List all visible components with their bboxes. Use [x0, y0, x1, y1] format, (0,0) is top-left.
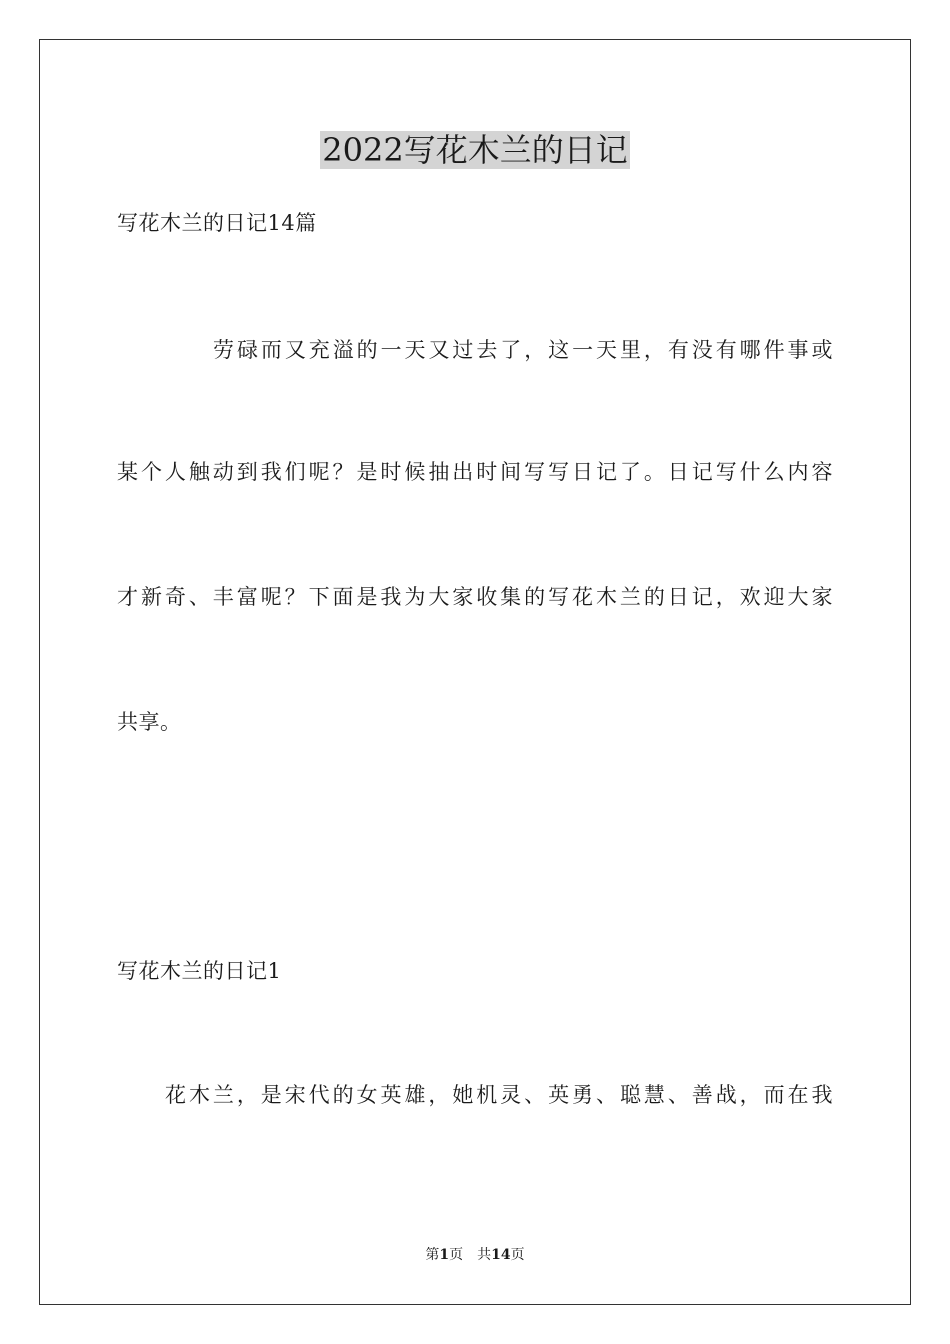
intro-paragraph-line-3: 才新奇、丰富呢？下面是我为大家收集的写花木兰的日记，欢迎大家: [117, 585, 833, 609]
footer-page-suffix: 页: [449, 1247, 464, 1263]
intro-paragraph-line-1: 劳碌而又充溢的一天又过去了，这一天里，有没有哪件事或: [213, 338, 833, 362]
section-heading: 写花木兰的日记1: [117, 959, 282, 983]
footer-total-prefix: 共: [477, 1247, 492, 1263]
footer-total-pages: 14: [491, 1247, 511, 1263]
intro-paragraph-line-2: 某个人触动到我们呢？是时候抽出时间写写日记了。日记写什么内容: [117, 460, 833, 484]
footer-total-suffix: 页: [510, 1247, 525, 1263]
footer-page-number: 1: [439, 1247, 450, 1263]
footer-page-prefix: 第: [425, 1247, 440, 1263]
intro-paragraph-line-4: 共享。: [117, 710, 182, 734]
page-footer: [0, 1245, 950, 1265]
document-title: [0, 128, 950, 172]
document-subtitle: 写花木兰的日记14篇: [117, 211, 317, 235]
title-text: 2022写花木兰的日记: [322, 131, 628, 169]
section-paragraph-line-1: 花木兰，是宋代的女英雄，她机灵、英勇、聪慧、善战，而在我: [165, 1083, 833, 1107]
